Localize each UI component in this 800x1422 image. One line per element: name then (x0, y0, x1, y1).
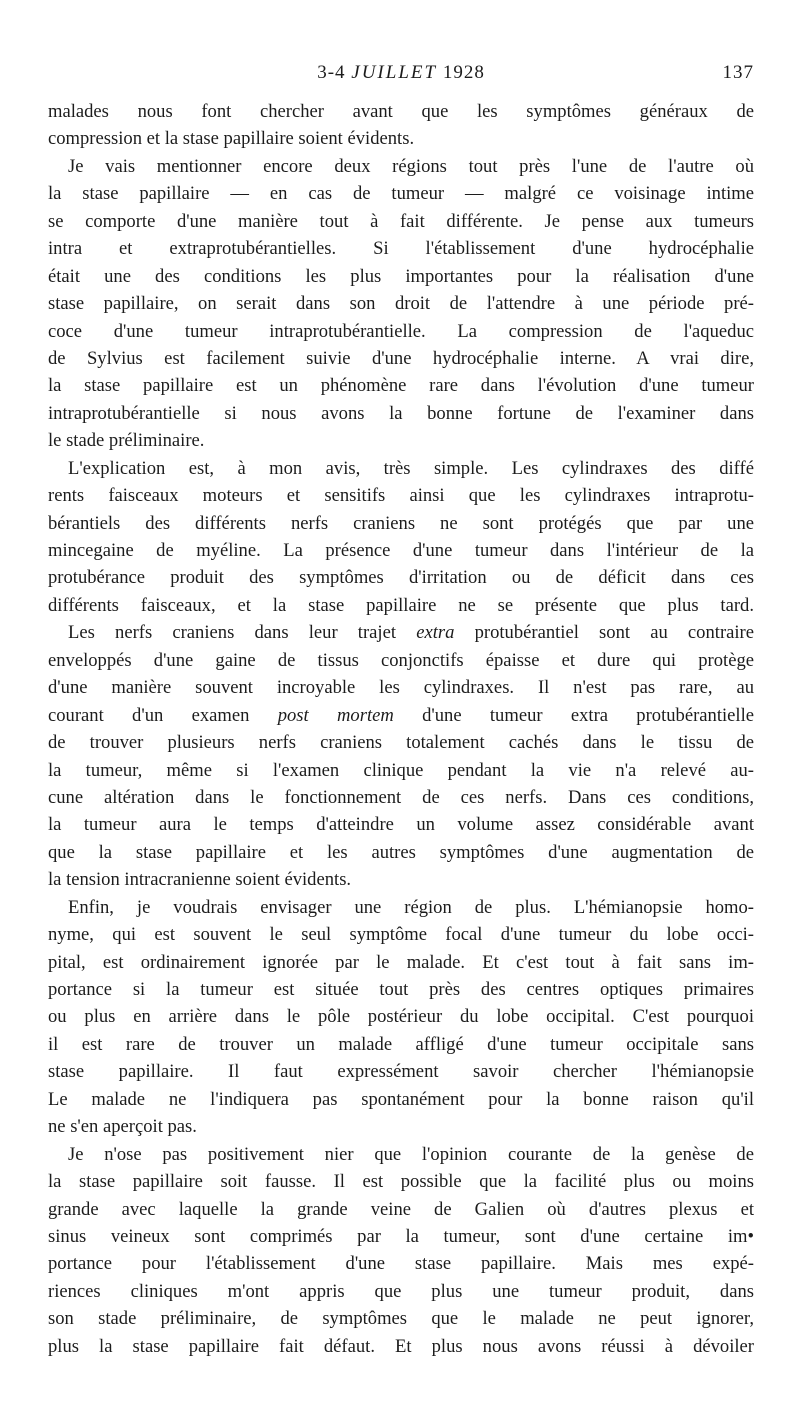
text-line: malades nous font chercher avant que les symptômes généraux de (48, 101, 754, 122)
text-line: rents faisceaux moteurs et sensitifs ainsi que les cylindraxes intraprotu- (48, 485, 754, 507)
text-line: la tumeur aura le temps d'atteindre un volume assez considérable avant (48, 814, 754, 836)
header-month: JUILLET (351, 62, 438, 83)
text-line: son stade préliminaire, de symptômes que le malade ne peut ignorer, (48, 1308, 754, 1330)
header-date (48, 62, 754, 84)
text-line: intraprotubérantielle si nous avons la bonne fortune de l'examiner dans (48, 402, 754, 424)
text-line: que la stase papillaire et les autres symptômes d'une augmentation de (48, 841, 754, 863)
text-line: d'une manière souvent incroyable les cylindraxes. Il n'est pas rare, au (48, 677, 754, 699)
text-line: Je n'ose pas positivement nier que l'opinion courante de la genèse de (68, 1143, 754, 1165)
page-number: 137 (722, 62, 754, 83)
text-line: Enfin, je voudrais envisager une région de plus. L'hémianopsie homo- (68, 896, 754, 918)
header-year: 1928 (442, 62, 485, 83)
text-line: enveloppés d'une gaine de tissus conjonctifs épaisse et dure qui protège (48, 649, 754, 671)
header-day: 3-4 (317, 62, 346, 83)
text-line: courant d'un examen post mortem d'une tumeur extra protubérantielle (48, 704, 754, 726)
text-line: riences cliniques m'ont appris que plus une tumeur produit, dans (48, 1280, 754, 1302)
text-line: de Sylvius est facilement suivie d'une hydrocéphalie interne. A vrai dire, (48, 347, 754, 369)
text-line: coce d'une tumeur intraprotubérantielle. La compression de l'aqueduc (48, 320, 754, 342)
text-line: il est rare de trouver un malade affligé d'une tumeur occipitale sans (48, 1033, 754, 1055)
text-line: protubérance produit des symptômes d'irritation ou de déficit dans ces (48, 567, 754, 589)
text-line: L'explication est, à mon avis, très simple. Les cylindraxes des diffé (68, 457, 754, 479)
text-line: cune altération dans le fonctionnement de ces nerfs. Dans ces conditions, (48, 786, 754, 808)
text-line: se comporte d'une manière tout à fait différente. Je pense aux tumeurs (48, 210, 754, 232)
text-line: mincegaine de myéline. La présence d'une tumeur dans l'intérieur de la (48, 540, 754, 561)
text-line: la stase papillaire soit fausse. Il est possible que la facilité plus ou moins (48, 1171, 754, 1193)
text-line: portance si la tumeur est située tout près des centres optiques primaires (48, 979, 754, 1000)
text-line: bérantiels des différents nerfs craniens ne sont protégés que par une (48, 512, 754, 534)
text-line: pital, est ordinairement ignorée par le malade. Et c'est tout à fait sans im- (48, 951, 754, 973)
text-line: stase papillaire. Il faut expressément savoir chercher l'hémianopsie (48, 1061, 754, 1083)
text-line: stase papillaire, on serait dans son droit de l'attendre à une période pré- (48, 293, 754, 315)
text-line: compression et la stase papillaire soient évidents. (48, 128, 415, 150)
text-line: était une des conditions les plus importantes pour la réalisation d'une (48, 265, 754, 287)
text-line: grande avec laquelle la grande veine de Galien où d'autres plexus et (48, 1198, 754, 1220)
text-line: Le malade ne l'indiquera pas spontanément pour la bonne raison qu'il (48, 1088, 754, 1110)
running-header (48, 62, 754, 86)
text-line: le stade préliminaire. (48, 430, 205, 452)
text-line: différents faisceaux, et la stase papillaire ne se présente que plus tard. (48, 594, 754, 616)
text-line: Je vais mentionner encore deux régions tout près l'une de l'autre où (68, 155, 754, 177)
text-line: sinus veineux sont comprimés par la tumeur, sont d'une certaine im• (48, 1225, 754, 1247)
text-line: ou plus en arrière dans le pôle postérieur du lobe occipital. C'est pourquoi (48, 1006, 754, 1028)
text-line: nyme, qui est souvent le seul symptôme focal d'une tumeur du lobe occi- (48, 924, 754, 946)
text-line: la tumeur, même si l'examen clinique pendant la vie n'a relevé au- (48, 759, 754, 781)
text-line: portance pour l'établissement d'une stase papillaire. Mais mes expé- (48, 1253, 754, 1275)
body-text (48, 98, 754, 1360)
text-line: Les nerfs craniens dans leur trajet extra protubérantiel sont au contraire (68, 622, 754, 644)
text-line: ne s'en aperçoit pas. (48, 1116, 197, 1138)
text-line: plus la stase papillaire fait défaut. Et plus nous avons réussi à dévoiler (48, 1335, 754, 1357)
text-line: la tension intracranienne soient évidents. (48, 869, 352, 891)
text-line: intra et extraprotubérantielles. Si l'établissement d'une hydrocéphalie (48, 238, 754, 260)
text-line: de trouver plusieurs nerfs craniens totalement cachés dans le tissu de (48, 732, 754, 754)
text-line: la stase papillaire est un phénomène rare dans l'évolution d'une tumeur (48, 375, 754, 397)
text-line: la stase papillaire — en cas de tumeur — malgré ce voisinage intime (48, 183, 754, 205)
